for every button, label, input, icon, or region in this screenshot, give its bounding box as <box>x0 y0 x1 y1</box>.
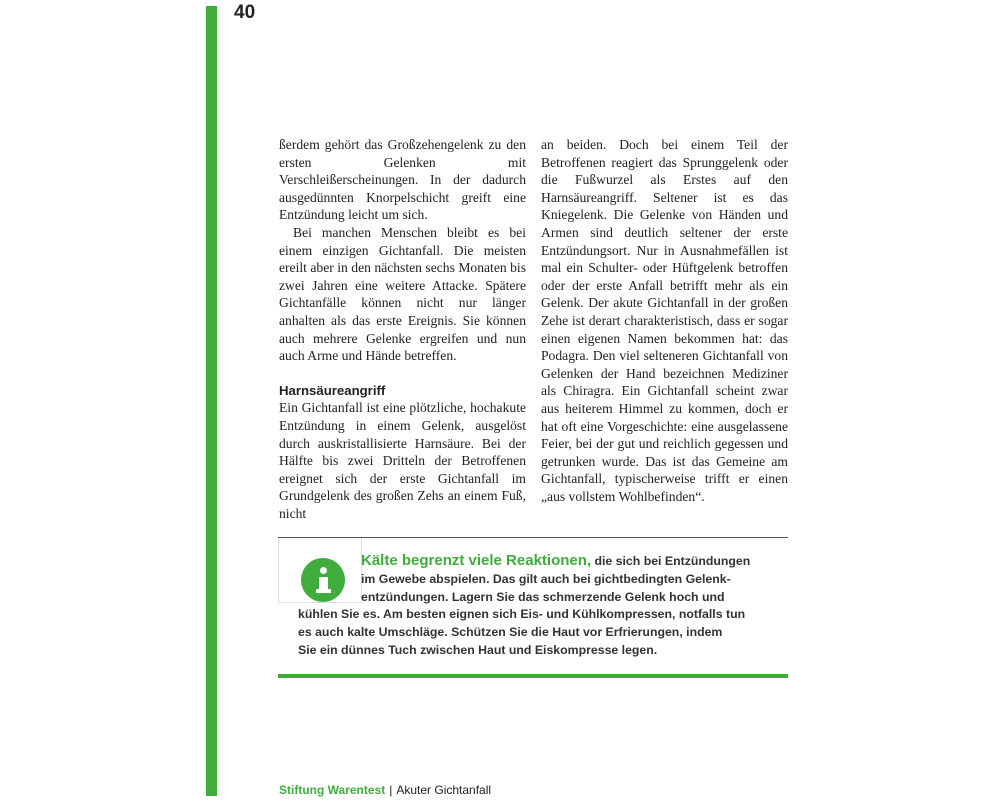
info-box-title: Kälte begrenzt viele Reaktionen, <box>361 552 592 569</box>
info-line-5: es auch kalte Umschläge. Schützen Sie die Haut vor Erfrierungen, indem <box>298 625 723 640</box>
page-number: 40 <box>234 2 256 23</box>
footer-brand: Stiftung Warentest <box>279 783 386 797</box>
left-paragraph-3: Ein Gichtanfall ist eine plötzliche, hochakute Entzündung in einem Gelenk, ausgelöst durch auskristallisierte Harnsäure. Bei der Hälfte bis zwei Dritteln der Betroffenen ereignet sich der erste Gichtanfall im Grundgelenk des großen Zehs an einem Fuß, nicht <box>279 400 526 521</box>
left-column <box>279 136 526 522</box>
left-paragraph-2: Bei manchen Menschen bleibt es bei einem einzigen Gichtanfall. Die meisten ereilt aber in den nächsten sechs Monaten bis zwei Jahren eine weitere Attacke. Spätere Gichtanfälle können nicht nur länger anhalten als das erste Ereignis. Sie können auch mehrere Gelenke ergreifen und nun auch Arme und Hände betreffen. <box>279 224 526 364</box>
info-box-text <box>278 552 778 660</box>
footer-separator: | <box>389 783 393 797</box>
info-line-3: entzündungen. Lagern Sie das schmerzende Gelenk hoch und <box>361 589 725 604</box>
page-footer <box>279 783 491 797</box>
right-column <box>541 136 788 505</box>
margin-accent-bar <box>206 6 217 796</box>
info-box-bottom-rule <box>278 674 788 678</box>
section-heading: Harnsäureangriff <box>279 382 386 398</box>
info-box <box>278 537 788 679</box>
right-paragraph-1: an beiden. Doch bei einem Teil der Betroffenen reagiert das Sprunggelenk oder die Fußwurzel als Erstes auf den Harnsäureangriff. Seltener ist es das Kniegelenk. Die Gelenke von Händen und Armen sind deutlich seltener der erste Entzündungsort. Nur in Ausnahmefällen ist mal ein Schulter- oder Hüftgelenk betroffen oder der erste Anfall betrifft mehr als ein Gelenk. Der akute Gichtanfall in der großen Zehe ist derart charakteristisch, dass er sogar einen eigenen Namen bekommen hat: das Podagra. Den viel selteneren Gichtanfall von Gelenken der Hand bezeichnen Mediziner als Chiragra. Ein Gichtanfall scheint zwar aus heiterem Himmel zu kommen, doch er hat oft eine Vorgeschichte: eine ausgelassene Feier, bei der gut und reichlich gegessen und getrunken wurde. Das ist das Gemeine am Gichtanfall, typischerweise trifft er einen „aus vollstem Wohlbefinden“. <box>541 137 788 504</box>
left-paragraph-1: ßerdem gehört das Großzehengelenk zu den ersten Gelenken mit Verschleißerscheinungen. In der dadurch ausgedünnten Knorpelschicht greift eine Entzündung leicht um sich. <box>279 137 526 223</box>
info-line-1: die sich bei Entzündungen <box>591 554 751 568</box>
info-line-2: im Gewebe abspielen. Das gilt auch bei gichtbedingten Gelenk- <box>361 571 731 586</box>
footer-title: Akuter Gichtanfall <box>396 783 492 797</box>
info-line-4: kühlen Sie es. Am besten eignen sich Eis- und Kühlkompressen, notfalls tun <box>298 607 746 622</box>
info-line-6: Sie ein dünnes Tuch zwischen Haut und Eiskompresse legen. <box>298 642 658 657</box>
